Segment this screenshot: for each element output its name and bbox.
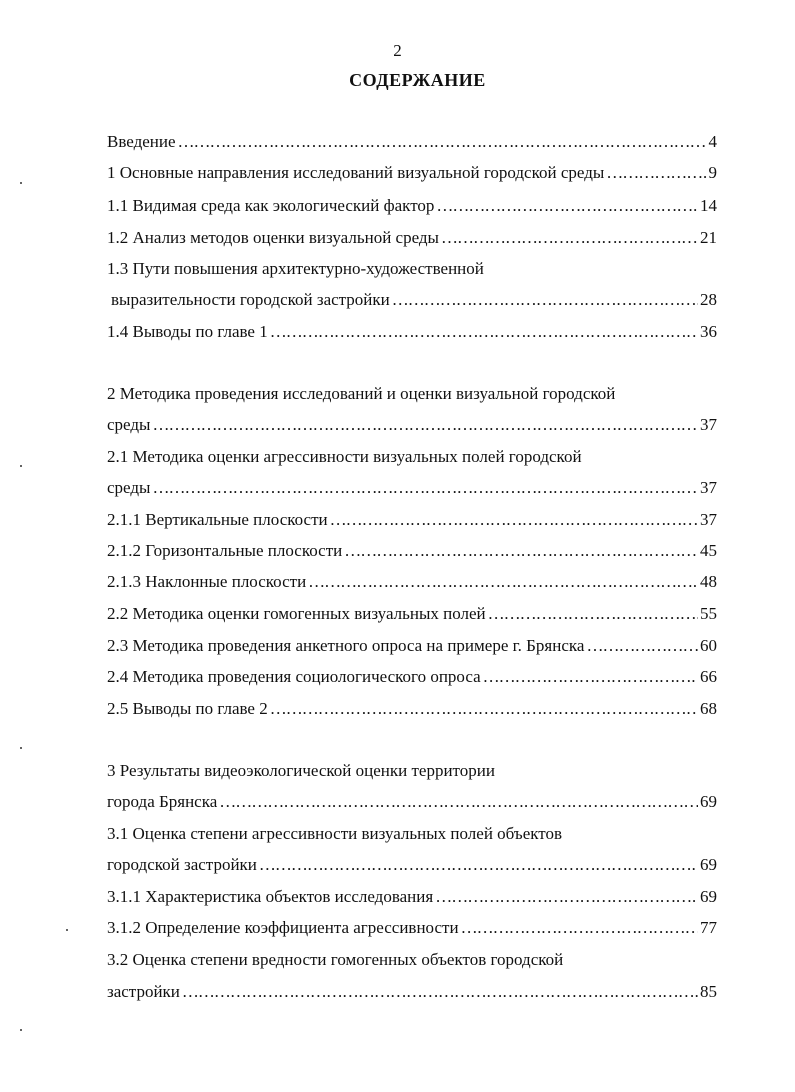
toc-entry-s2-2	[107, 603, 717, 625]
toc-leader-dots	[152, 477, 698, 499]
toc-entry-intro	[107, 131, 717, 153]
toc-entry-s3-2-line1: 3.2 Оценка степени вредности гомогенных объектов городской	[107, 950, 564, 969]
toc-page-number: 69	[700, 855, 717, 874]
scan-speck	[20, 747, 22, 749]
toc-leader-dots	[259, 854, 698, 876]
toc-entry-text: 2.5 Выводы по главе 2	[107, 699, 268, 718]
toc-entry-text: 1.1 Видимая среда как экологический фактор	[107, 196, 435, 215]
toc-entry-s1-3-line1: 1.3 Пути повышения архитектурно-художественной	[107, 259, 484, 278]
toc-entry-text: 2.1.3 Наклонные плоскости	[107, 572, 307, 591]
toc-entry-text: 1 Основные направления исследований визуальной городской среды	[107, 163, 605, 182]
toc-entry-text: 1.4 Выводы по главе 1	[107, 322, 268, 341]
toc-entry-text: застройки	[107, 982, 180, 1001]
toc-leader-dots	[606, 162, 706, 184]
toc-page-number: 37	[700, 415, 717, 434]
toc-leader-dots	[152, 414, 698, 436]
toc-leader-dots	[270, 321, 698, 343]
toc-leader-dots	[436, 195, 698, 217]
toc-entry-text: 2.1.2 Горизонтальные плоскости	[107, 541, 343, 560]
toc-entry-s3-1-2	[107, 917, 717, 939]
page-number: 2	[393, 41, 402, 60]
toc-entry-s2-1-1	[107, 509, 717, 531]
toc-page-number: 60	[700, 636, 717, 655]
toc-entry-text: 3.1.2 Определение коэффициента агрессивности	[107, 918, 459, 937]
toc-leader-dots	[483, 666, 698, 688]
toc-page-number: 37	[700, 478, 717, 497]
toc-page-number: 36	[700, 322, 717, 341]
toc-entry-text: 3.1.1 Характеристика объектов исследования	[107, 887, 434, 906]
toc-leader-dots	[441, 227, 698, 249]
toc-leader-dots	[270, 698, 698, 720]
toc-entry-text: выразительности городской застройки	[111, 290, 390, 309]
scan-speck	[20, 182, 22, 184]
toc-entry-s1-1	[107, 195, 717, 217]
toc-entry-text: 2.2 Методика оценки гомогенных визуальных полей	[107, 604, 486, 623]
toc-page-number: 55	[700, 604, 717, 623]
toc-entry-s2-5	[107, 698, 717, 720]
toc-entry-s3-1	[107, 854, 717, 876]
toc-leader-dots	[392, 289, 698, 311]
toc-page-number: 69	[700, 887, 717, 906]
toc-page-number: 4	[708, 132, 717, 151]
toc-entry-s2-1-3	[107, 571, 717, 593]
toc-page-number: 28	[700, 290, 717, 309]
toc-entry-s2-1-line1: 2.1 Методика оценки агрессивности визуальных полей городской	[107, 447, 582, 466]
toc-leader-dots	[586, 635, 698, 657]
toc-entry-text: 2.3 Методика проведения анкетного опроса на примере г. Брянска	[107, 636, 585, 655]
toc-entry-s3-1-1	[107, 886, 717, 908]
toc-leader-dots	[461, 917, 698, 939]
toc-entry-s2-3	[107, 635, 717, 657]
scan-speck	[20, 465, 22, 467]
toc-entry-text: 2.4 Методика проведения социологического опроса	[107, 667, 481, 686]
toc-leader-dots	[488, 603, 698, 625]
toc-entry-ch1	[107, 162, 717, 184]
toc-page-number: 45	[700, 541, 717, 560]
toc-entry-text: городской застройки	[107, 855, 257, 874]
scan-speck	[20, 1029, 22, 1031]
toc-page-number: 21	[700, 228, 717, 247]
toc-leader-dots	[182, 981, 698, 1003]
toc-page-number: 69	[700, 792, 717, 811]
toc-entry-ch3	[107, 791, 717, 813]
toc-entry-text: 2.1.1 Вертикальные плоскости	[107, 510, 328, 529]
toc-entry-ch2-line1: 2 Методика проведения исследований и оценки визуальной городской	[107, 384, 616, 403]
toc-entry-s2-4	[107, 666, 717, 688]
toc-page-number: 37	[700, 510, 717, 529]
toc-entry-ch3-line1: 3 Результаты видеоэкологической оценки территории	[107, 761, 495, 780]
toc-leader-dots	[178, 131, 707, 153]
toc-page-number: 66	[700, 667, 717, 686]
toc-entry-text: среды	[107, 415, 151, 434]
toc-page-number: 85	[700, 982, 717, 1001]
toc-entry-s2-1-2	[107, 540, 717, 562]
toc-entry-text: 1.2 Анализ методов оценки визуальной среды	[107, 228, 439, 247]
toc-entry-s2-1	[107, 477, 717, 499]
toc-page-number: 14	[700, 196, 717, 215]
toc-entry-text: Введение	[107, 132, 176, 151]
toc-leader-dots	[344, 540, 698, 562]
toc-entry-s3-2	[107, 981, 717, 1003]
toc-entry-s1-2	[107, 227, 717, 249]
toc-leader-dots	[308, 571, 698, 593]
toc-leader-dots	[330, 509, 698, 531]
toc-entry-ch2	[107, 414, 717, 436]
toc-entry-s1-3	[111, 289, 717, 311]
toc-page-number: 48	[700, 572, 717, 591]
toc-entry-s3-1-line1: 3.1 Оценка степени агрессивности визуальных полей объектов	[107, 824, 563, 843]
toc-entry-s1-4	[107, 321, 717, 343]
page-title: СОДЕРЖАНИЕ	[349, 70, 486, 90]
toc-page-number: 68	[700, 699, 717, 718]
toc-leader-dots	[219, 791, 698, 813]
toc-entry-text: среды	[107, 478, 151, 497]
toc-leader-dots	[435, 886, 698, 908]
scan-speck	[66, 929, 68, 931]
toc-page-number: 9	[708, 163, 717, 182]
toc-page-number: 77	[700, 918, 717, 937]
toc-entry-text: города Брянска	[107, 792, 218, 811]
